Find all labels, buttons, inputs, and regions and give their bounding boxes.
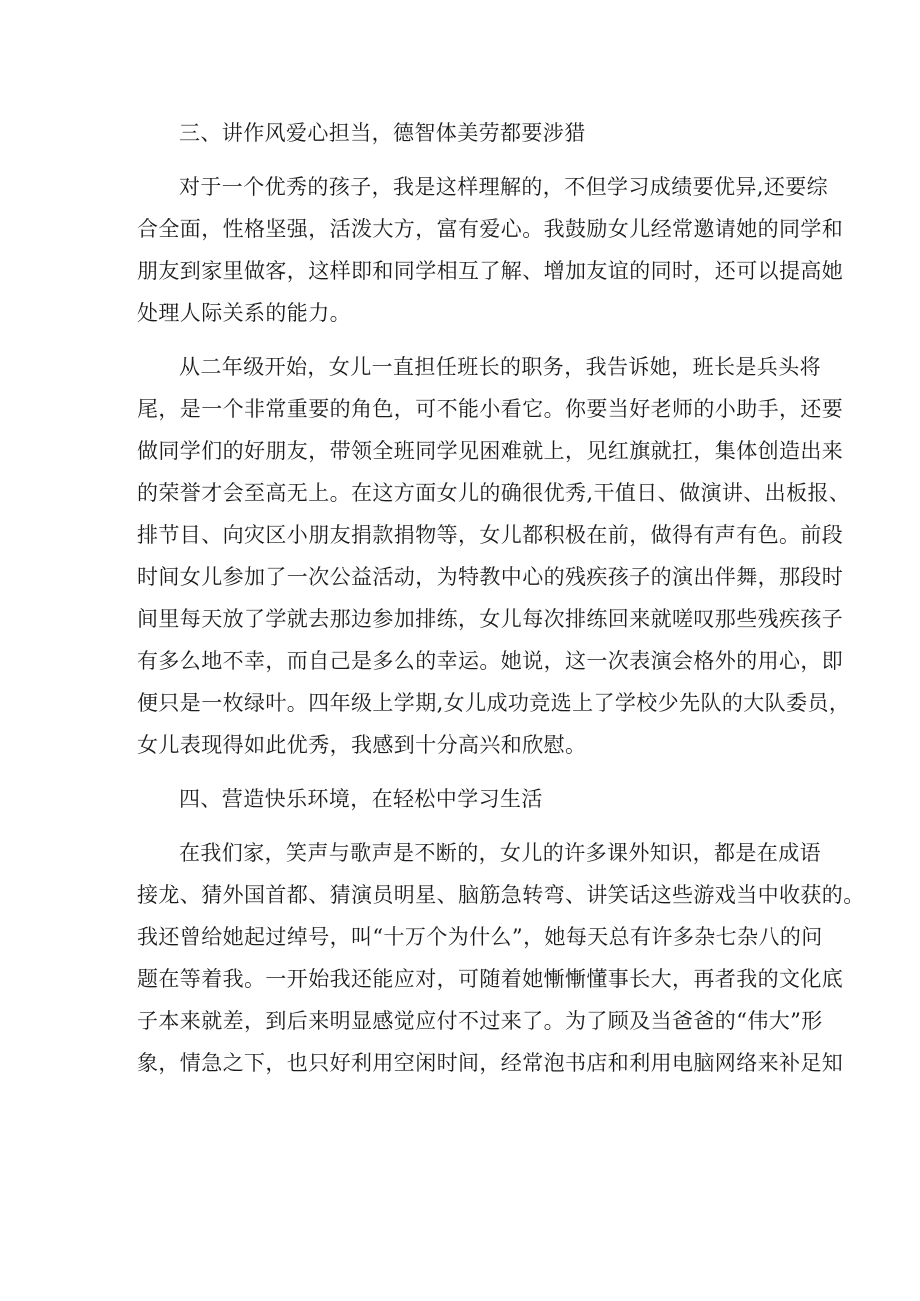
paragraph-line: 合全面，性格坚强，活泼大方，富有爱心。我鼓励女儿经常邀请她的同学和 [137,217,844,241]
paragraph [137,832,865,1084]
paragraph-line: 排节目、向灾区小朋友捐款捐物等，女儿都积极在前，做得有声有色。前段 [137,523,844,547]
paragraph-line: 我还曾给她起过绰号，叫“十万个为什么”，她每天总有许多杂七杂八的问 [137,925,823,949]
paragraph-line: 间里每天放了学就去那边参加排练，女儿每次排练回来就嗟叹那些残疾孩子 [137,607,844,631]
document-body [137,112,865,1084]
paragraph-line: 时间女儿参加了一次公益活动，为特教中心的残疾孩子的演出伴舞，那段时 [137,565,844,589]
paragraph-line: 尾，是一个非常重要的角色，可不能小看它。你要当好老师的小助手，还要 [137,397,844,421]
paragraph-line: 子本来就差，到后来明显感觉应付不过来了。为了顾及当爸爸的“伟大”形 [137,1009,823,1033]
paragraph-line: 处理人际关系的能力。 [137,301,351,325]
section-heading-3: 三、讲作风爱心担当，德智体美劳都要涉猎 [179,121,586,145]
paragraph-line: 对于一个优秀的孩子，我是这样理解的，不但学习成绩要优异,还要综 [179,175,829,199]
paragraph-line: 做同学们的好朋友，带领全班同学见困难就上，见红旗就扛，集体创造出来 [137,439,844,463]
paragraph-line: 在我们家，笑声与歌声是不断的，女儿的许多课外知识，都是在成语 [179,841,821,865]
paragraph-line: 便只是一枚绿叶。四年级上学期,女儿成功竞选上了学校少先队的大队委员， [137,691,851,715]
paragraph [137,346,851,766]
paragraph-line: 的荣誉才会至高无上。在这方面女儿的确很优秀,干值日、做演讲、出板报、 [137,481,851,505]
paragraph [137,166,844,334]
section-heading-4: 四、营造快乐环境，在轻松中学习生活 [179,787,543,811]
paragraph-line: 从二年级开始，女儿一直担任班长的职务，我告诉她，班长是兵头将 [179,355,821,379]
paragraph-line: 象，情急之下，也只好利用空闲时间，经常泡书店和利用电脑网络来补足知 [137,1051,844,1075]
paragraph-line: 题在等着我。一开始我还能应对，可随着她慚慚懂事长大，再者我的文化底 [137,967,844,991]
paragraph-line: 朋友到家里做客，这样即和同学相互了解、增加友谊的同时，还可以提高她 [137,259,844,283]
paragraph-line: 有多么地不幸，而自己是多么的幸运。她说，这一次表演会格外的用心，即 [137,649,844,673]
paragraph-line: 接龙、猜外国首都、猜演员明星、脑筋急转弯、讲笑话这些游戏当中收获的。 [137,883,865,907]
paragraph-line: 女儿表现得如此优秀，我感到十分高兴和欣慰。 [137,733,587,757]
